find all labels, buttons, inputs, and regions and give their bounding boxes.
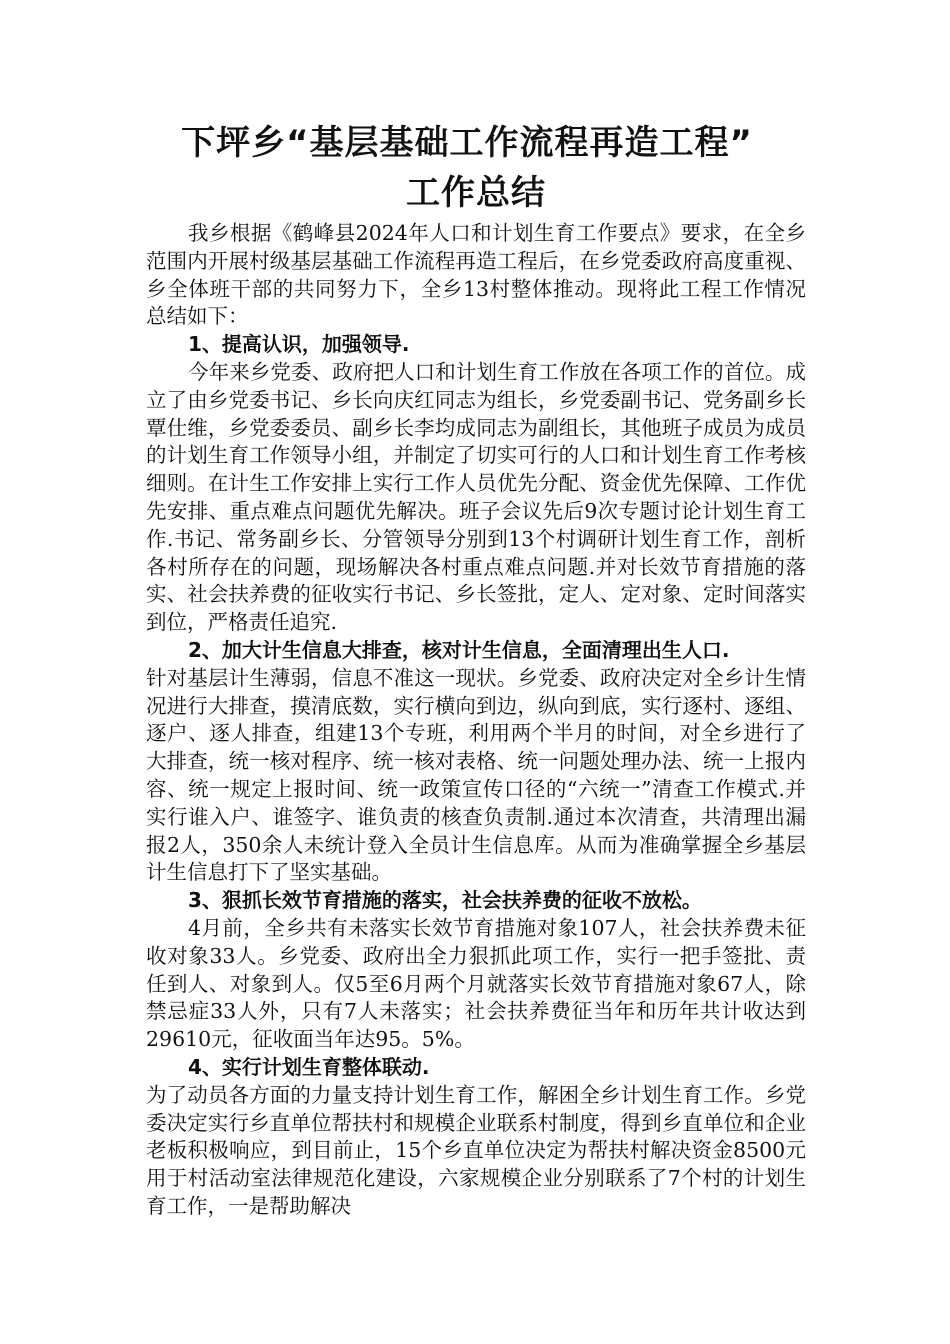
section-3-paragraph: 4月前，全乡共有未落实长效节育措施对象107人，社会扶养费未征收对象33人。乡党委、政府出全力狠抓此项工作，实行一把手签批、责任到人、对象到人。仅5至6月两个月就落实长效节育措施对象67人，除禁忌症33人外，只有7人未落实；社会扶养费征当年和历年共计收达到29610元，征收面当年达95。5%。 (146, 915, 806, 1052)
section-4-paragraph: 为了动员各方面的力量支持计划生育工作，解困全乡计划生育工作。乡党委决定实行乡直单位帮扶村和规模企业联系村制度，得到乡直单位和企业老板积极响应，到目前止，15个乡直单位决定为帮扶村解决资金8500元用于村活动室法律规范化建设，六家规模企业分别联系了7个村的计划生育工作，一是帮助解决 (146, 1082, 806, 1218)
title-line-2: 工作总结 (406, 173, 546, 213)
document-body (146, 220, 806, 1221)
intro-paragraph: 我乡根据《鹤峰县2024年人口和计划生育工作要点》要求，在全乡范围内开展村级基层基础工作流程再造工程后，在乡党委政府高度重视、乡全体班干部的共同努力下，全乡13村整体推动。现将此工程工作情况总结如下： (146, 221, 806, 329)
document-page (146, 118, 806, 1221)
document-title (146, 118, 806, 218)
section-2-heading: 2、加大计生信息大排查，核对计生信息，全面清理出生人口. (188, 637, 730, 662)
section-1-paragraph: 今年来乡党委、政府把人口和计划生育工作放在各项工作的首位。成立了由乡党委书记、乡长向庆红同志为组长，乡党委副书记、党务副乡长覃仕维，乡党委委员、副乡长李均成同志为副组长，其他班子成员为成员的计划生育工作领导小组，并制定了切实可行的人口和计划生育工作考核细则。在计生工作安排上实行工作人员优先分配、资金优先保障、工作优先安排、重点难点问题优先解决。班子会议先后9次专题讨论计划生育工作.书记、常务副乡长、分管领导分别到13个村调研计划生育工作，剖析各村所存在的问题，现场解决各村重点难点问题.并对长效节育措施的落实、社会扶养费的征收实行书记、乡长签批，定人、定对象、定时间落实到位，严格责任追究. (146, 359, 806, 635)
section-2-paragraph: 针对基层计生薄弱，信息不准这一现状。乡党委、政府决定对全乡计生情况进行大排查，摸清底数，实行横向到边，纵向到底，实行逐村、逐组、逐户、逐人排查，组建13个专班，利用两个半月的时间，对全乡进行了大排查，统一核对程序、统一核对表格、统一问题处理办法、统一上报内容、统一规定上报时间、统一政策宣传口径的“六统一”清查工作模式.并实行谁入户、谁签字、谁负责的核查负责制.通过本次清查，共清理出漏报2人，350余人未统计登入全员计生信息库。从而为准确掌握全乡基层计生信息打下了坚实基础。 (146, 665, 806, 885)
section-4-heading: 4、实行计划生育整体联动. (188, 1054, 430, 1079)
section-1-heading: 1、提高认识，加强领导. (188, 332, 410, 357)
title-line-1: 下坪乡“基层基础工作流程再造工程” (181, 123, 753, 163)
section-3-heading: 3、狠抓长效节育措施的落实，社会扶养费的征收不放松。 (188, 888, 702, 913)
